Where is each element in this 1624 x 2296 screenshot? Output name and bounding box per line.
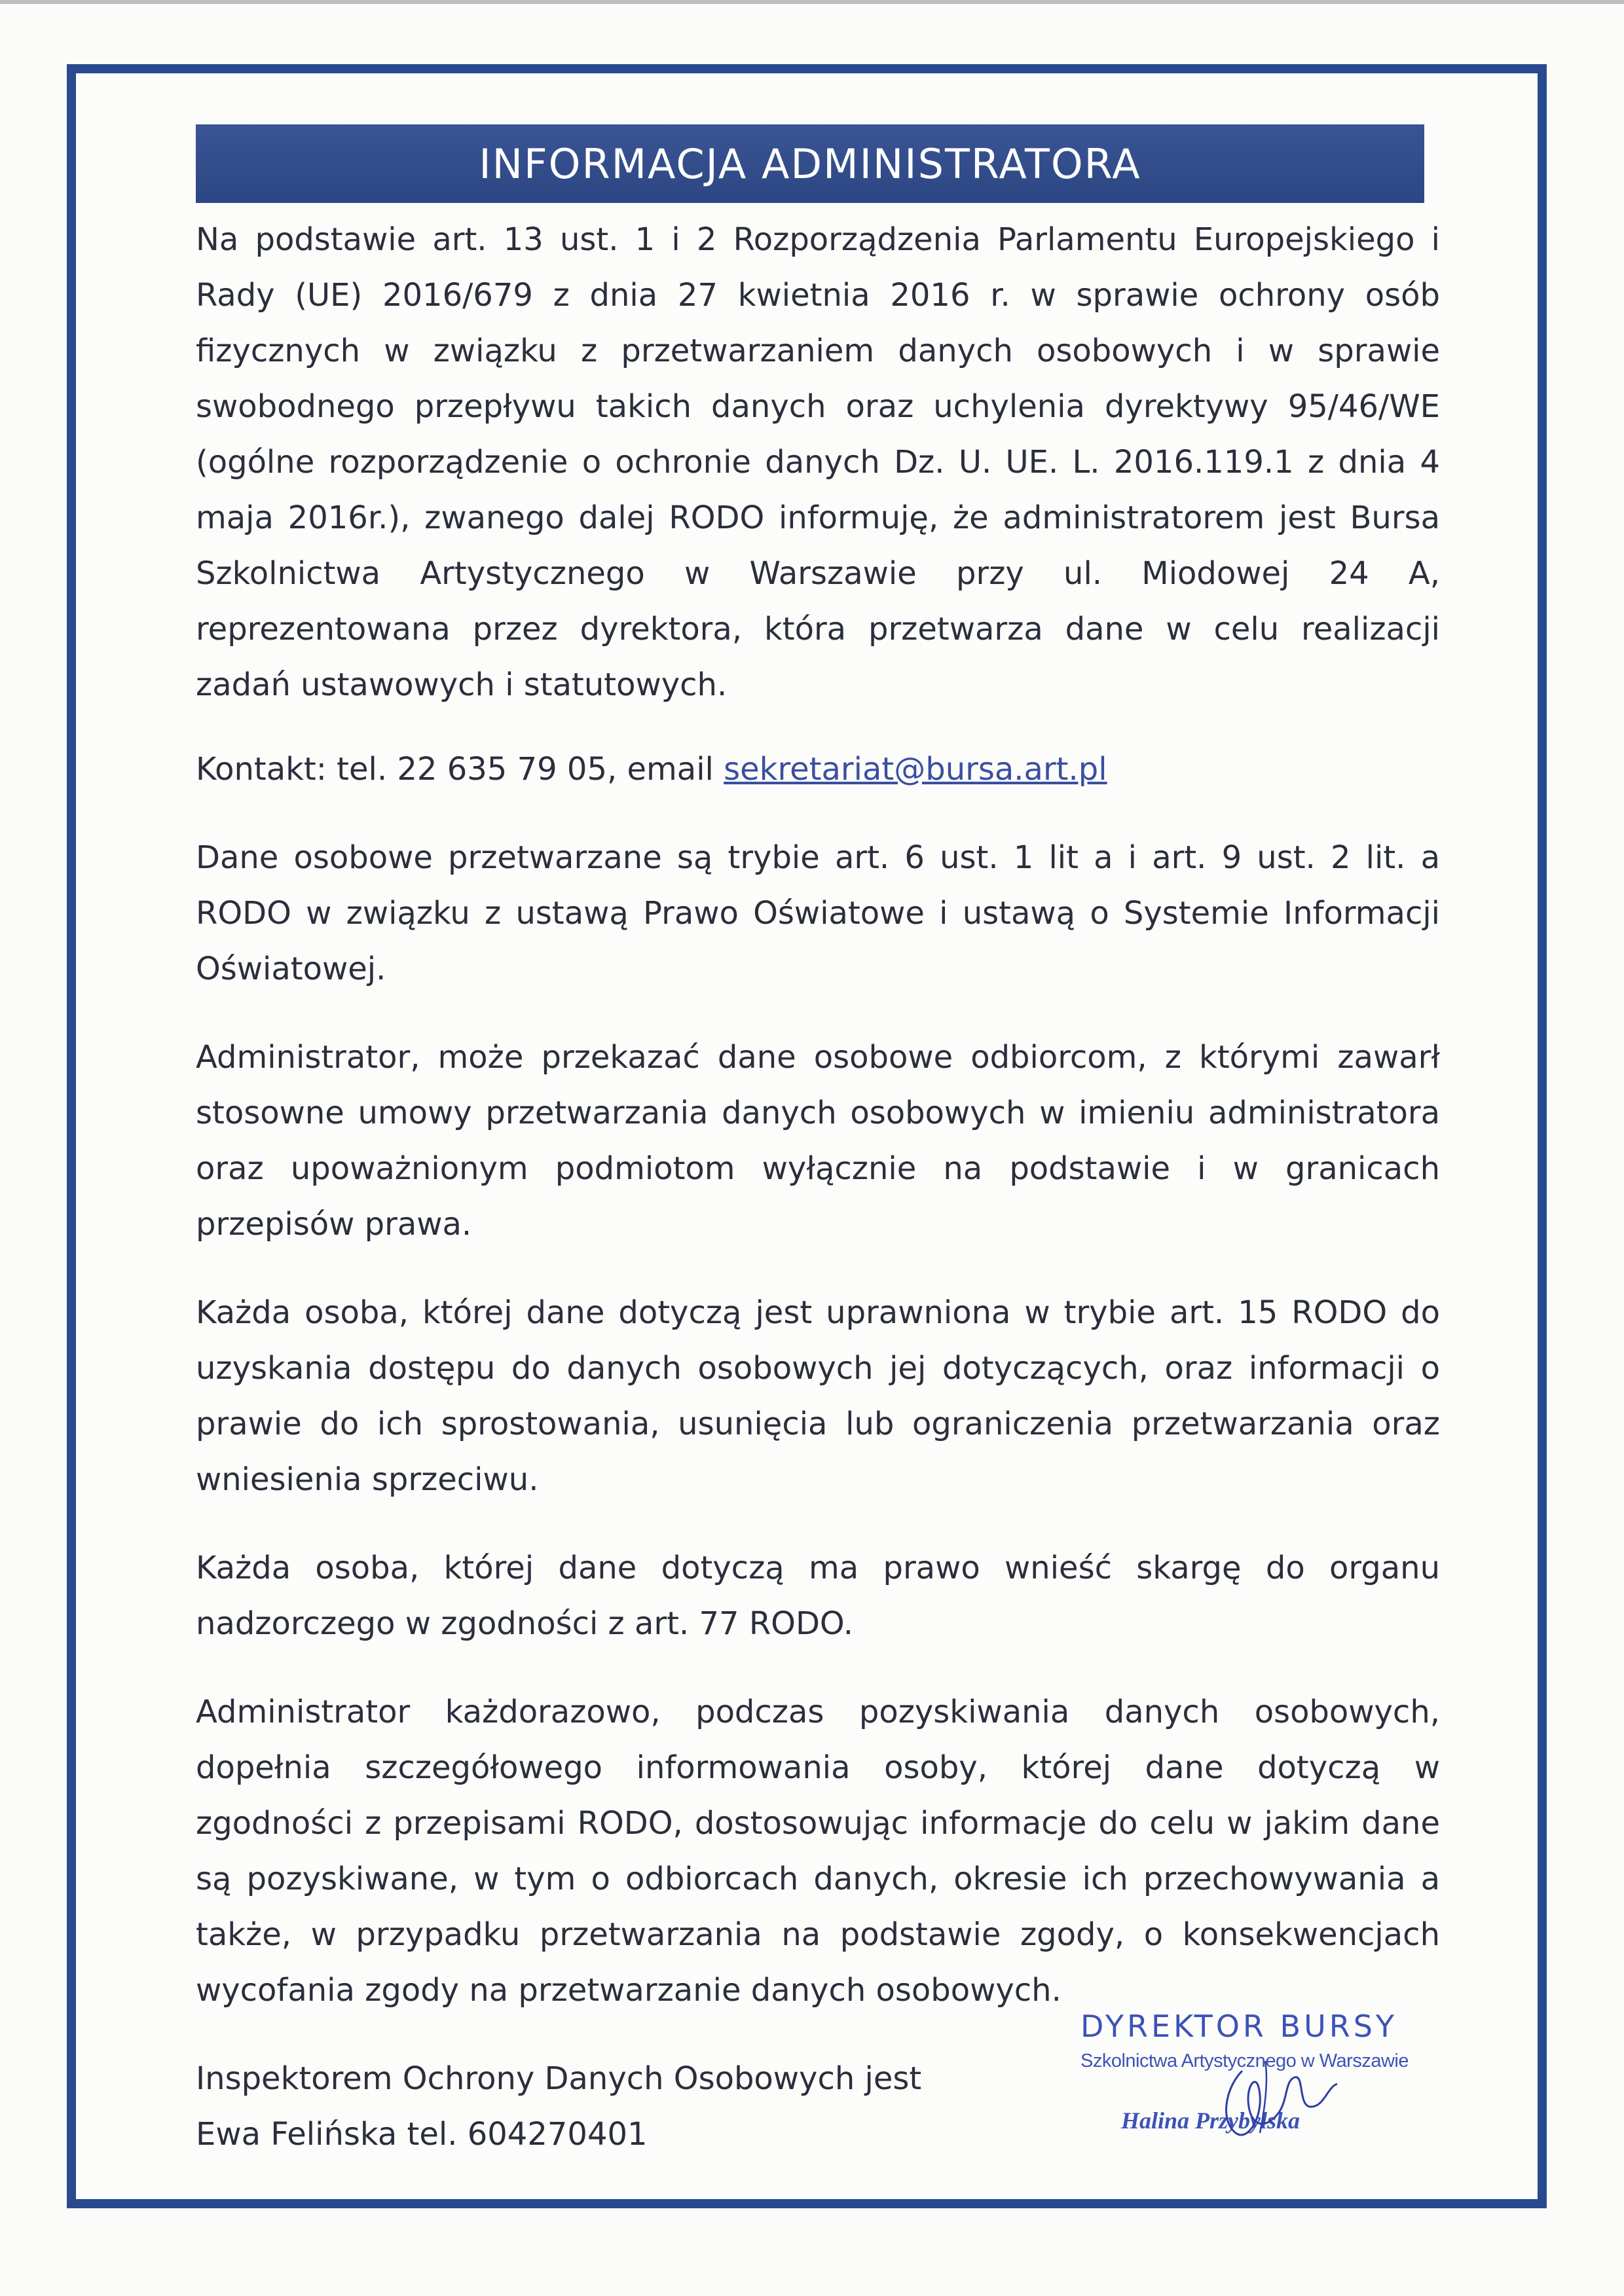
director-stamp bbox=[1069, 2009, 1435, 2149]
iod-line-2: Ewa Felińska tel. 604270401 bbox=[196, 2116, 648, 2153]
stamp-name: Halina Przybylska bbox=[1121, 2107, 1301, 2134]
scan-edge bbox=[0, 0, 1624, 4]
document-body bbox=[196, 212, 1440, 2162]
header-bar bbox=[196, 124, 1424, 203]
paragraph-recipients: Administrator, może przekazać dane osobowe odbiorcom, z którymi zawarł stosowne umowy przetwarzania danych osobowych w imieniu administratora oraz upoważnionym podmiotom wyłącznie na podstawie i w granicach przepisów prawa. bbox=[196, 1039, 1440, 1243]
paragraph-complaint: Każda osoba, której dane dotyczą ma prawo wnieść skargę do organu nadzorczego w zgodności z art. 77 RODO. bbox=[196, 1550, 1440, 1642]
paragraph-processing-basis: Dane osobowe przetwarzane są trybie art. 6 ust. 1 lit a i art. 9 ust. 2 lit. a RODO w związku z ustawą Prawo Oświatowe i ustawą o Systemie Informacji Oświatowej. bbox=[196, 839, 1440, 987]
email-link[interactable]: sekretariat@bursa.art.pl bbox=[724, 751, 1107, 788]
page-title: INFORMACJA ADMINISTRATORA bbox=[479, 139, 1141, 188]
stamp-subtitle: Szkolnictwa Artystycznego w Warszawie bbox=[1080, 2050, 1409, 2071]
page-frame bbox=[67, 64, 1547, 2208]
iod-line-1: Inspektorem Ochrony Danych Osobowych jest bbox=[196, 2060, 922, 2097]
paragraph-contact bbox=[196, 742, 1440, 797]
paragraph-access-rights: Każda osoba, której dane dotyczą jest uprawniona w trybie art. 15 RODO do uzyskania dostępu do danych osobowych jej dotyczących, oraz informacji o prawie do ich sprostowania, usunięcia lub ograniczenia przetwarzania oraz wniesienia sprzeciwu. bbox=[196, 1294, 1440, 1498]
stamp-title: DYREKTOR BURSY bbox=[1080, 2009, 1397, 2044]
contact-text: Kontakt: tel. 22 635 79 05, email bbox=[196, 751, 724, 788]
signature-scribble bbox=[1069, 2009, 1435, 2149]
paragraph-legal-basis: Na podstawie art. 13 ust. 1 i 2 Rozporządzenia Parlamentu Europejskiego i Rady (UE) 2016/679 z dnia 27 kwietnia 2016 r. w sprawie ochrony osób fizycznych w związku z przetwarzaniem danych osobowych i w sprawie swobodnego przepływu takich danych oraz uchylenia dyrektywy 95/46/WE (ogólne rozporządzenie o ochronie danych Dz. U. UE. L. 2016.119.1 z dnia 4 maja 2016r.), zwanego dalej RODO informuję, że administratorem jest Bursa Szkolnictwa Artystycznego w Warszawie przy ul. Miodowej 24 A, reprezentowana przez dyrektora, która przetwarza dane w celu realizacji zadań ustawowych i statutowych. bbox=[196, 221, 1440, 703]
paragraph-information-duty: Administrator każdorazowo, podczas pozyskiwania danych osobowych, dopełnia szczegółowego informowania osoby, której dane dotyczą w zgodności z przepisami RODO, dostosowując informacje do celu w jakim dane są pozyskiwane, w tym o odbiorcach danych, okresie ich przechowywania a także, w przypadku przetwarzania na podstawie zgody, o konsekwencjach wycofania zgody na przetwarzanie danych osobowych. bbox=[196, 1694, 1440, 2009]
